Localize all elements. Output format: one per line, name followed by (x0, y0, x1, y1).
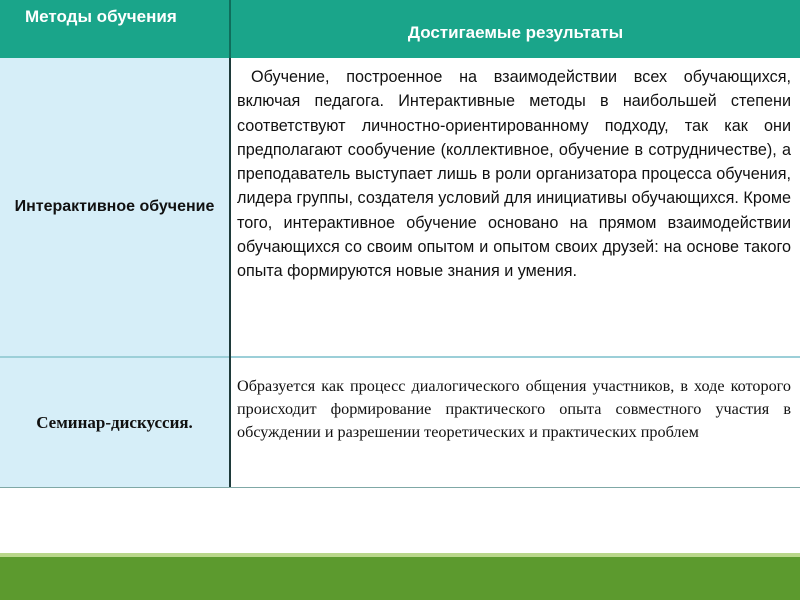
method-cell-interactive (0, 58, 229, 356)
method-label: Семинар-дискуссия. (36, 412, 193, 432)
result-cell-seminar (231, 358, 800, 487)
result-cell-interactive (231, 58, 800, 356)
result-text: Обучение, построенное на взаимодействии всех обучающихся, включая педагога. Интерактивные методы в наибольшей степени соответствуют личностно-ориентированному подходу, так как они предполагают сообучение (коллективное, обучение в сотрудничестве), а преподаватель выступает лишь в роли организатора процесса обучения, лидера группы, создателя условий для инициативы обучающихся. Кроме того, интерактивное обучение основано на прямом взаимодействии обучающихся со своим опытом и опытом своих друзей: на основе такого опыта формируются новые знания и умения. (237, 68, 791, 281)
method-label: Интерактивное обучение (14, 198, 215, 215)
result-text: Образуется как процесс диалогического общения участников, в ходе которого происходит формирование практического опыта совместного участия в обсуждении и разрешении теоретических и практических проблем (237, 377, 791, 441)
header-methods: Методы обучения (25, 7, 177, 26)
method-cell-seminar (0, 358, 229, 487)
footer-bar (0, 557, 800, 600)
table-header (0, 0, 800, 58)
header-results: Достигаемые результаты (407, 23, 624, 42)
column-divider (229, 58, 231, 487)
